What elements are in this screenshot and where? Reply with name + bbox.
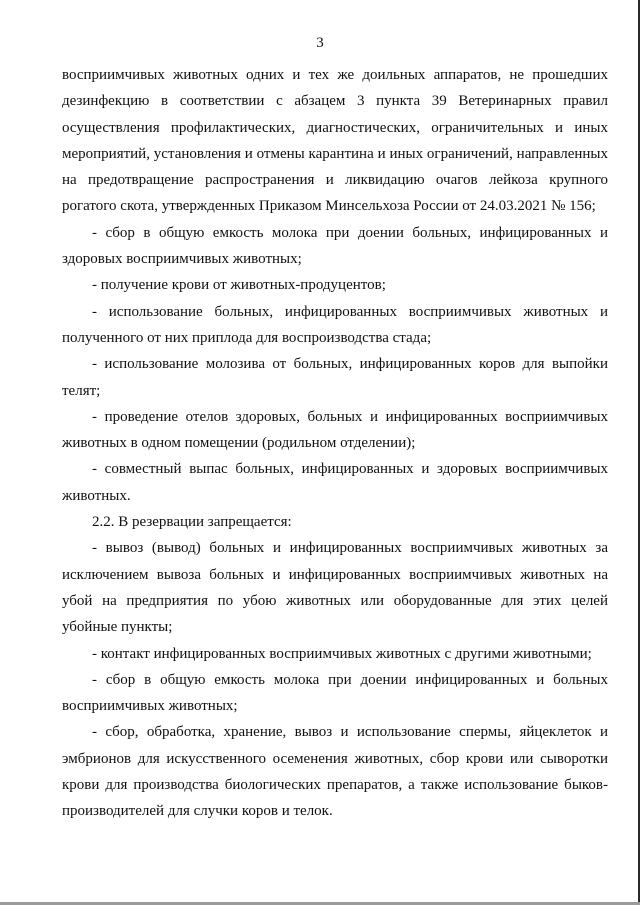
list-item-joint-grazing: - совместный выпас больных, инфицированных и здоровых восприимчивых животных.	[62, 461, 608, 504]
list-item-milk-collection-healthy: - сбор в общую емкость молока при доении больных, инфицированных и здоровых восприимчивых животных;	[62, 224, 608, 268]
list-item-sperm-embryo-blood: - сбор, обработка, хранение, вывоз и использование спермы, яйцеклеток и эмбрионов для искусственного осеменения животных, сбор крови или сыворотки крови для производства биологических препаратов, а также использование быков-производителей для случки коров и телок.	[62, 724, 608, 820]
page-number: 3	[316, 35, 324, 51]
document-body	[62, 62, 608, 825]
list-item-herd-reproduction: - использование больных, инфицированных восприимчивых животных и полученного от них приплода для воспроизводства стада;	[62, 303, 608, 346]
list-item-export: - вывоз (вывод) больных и инфицированных восприимчивых животных за исключением вывоза больных и инфицированных восприимчивых животных на убой на предприятия по убою животных или оборудованные для этих целей убойные пункты;	[62, 540, 608, 636]
list-item-contact: - контакт инфицированных восприимчивых животных с другими животными;	[92, 645, 592, 662]
list-item-blood-from-producers: - получение крови от животных-продуцентов;	[92, 277, 386, 294]
list-item-milk-collection-infected: - сбор в общую емкость молока при доении инфицированных и больных восприимчивых животных;	[62, 671, 608, 715]
list-item-calving: - проведение отелов здоровых, больных и инфицированных восприимчивых животных в одном помещении (родильном отделении);	[62, 408, 608, 452]
paragraph-continuation: восприимчивых животных одних и тех же доильных аппаратов, не прошедших дезинфекцию в соответствии с абзацем 3 пункта 39 Ветеринарных правил осуществления профилактических, диагностических, ограничительных и иных мероприятий, установления и отмены карантина и иных ограничений, направленных на предотвращение распространения и ликвидацию очагов лейкоза крупного рогатого скота, утвержденных Приказом Минсельхоза России от 24.03.2021 № 156;	[62, 67, 608, 215]
section-heading-2-2: 2.2. В резервации запрещается:	[92, 514, 292, 531]
list-item-colostrum: - использование молозива от больных, инфицированных коров для выпойки телят;	[62, 356, 608, 399]
